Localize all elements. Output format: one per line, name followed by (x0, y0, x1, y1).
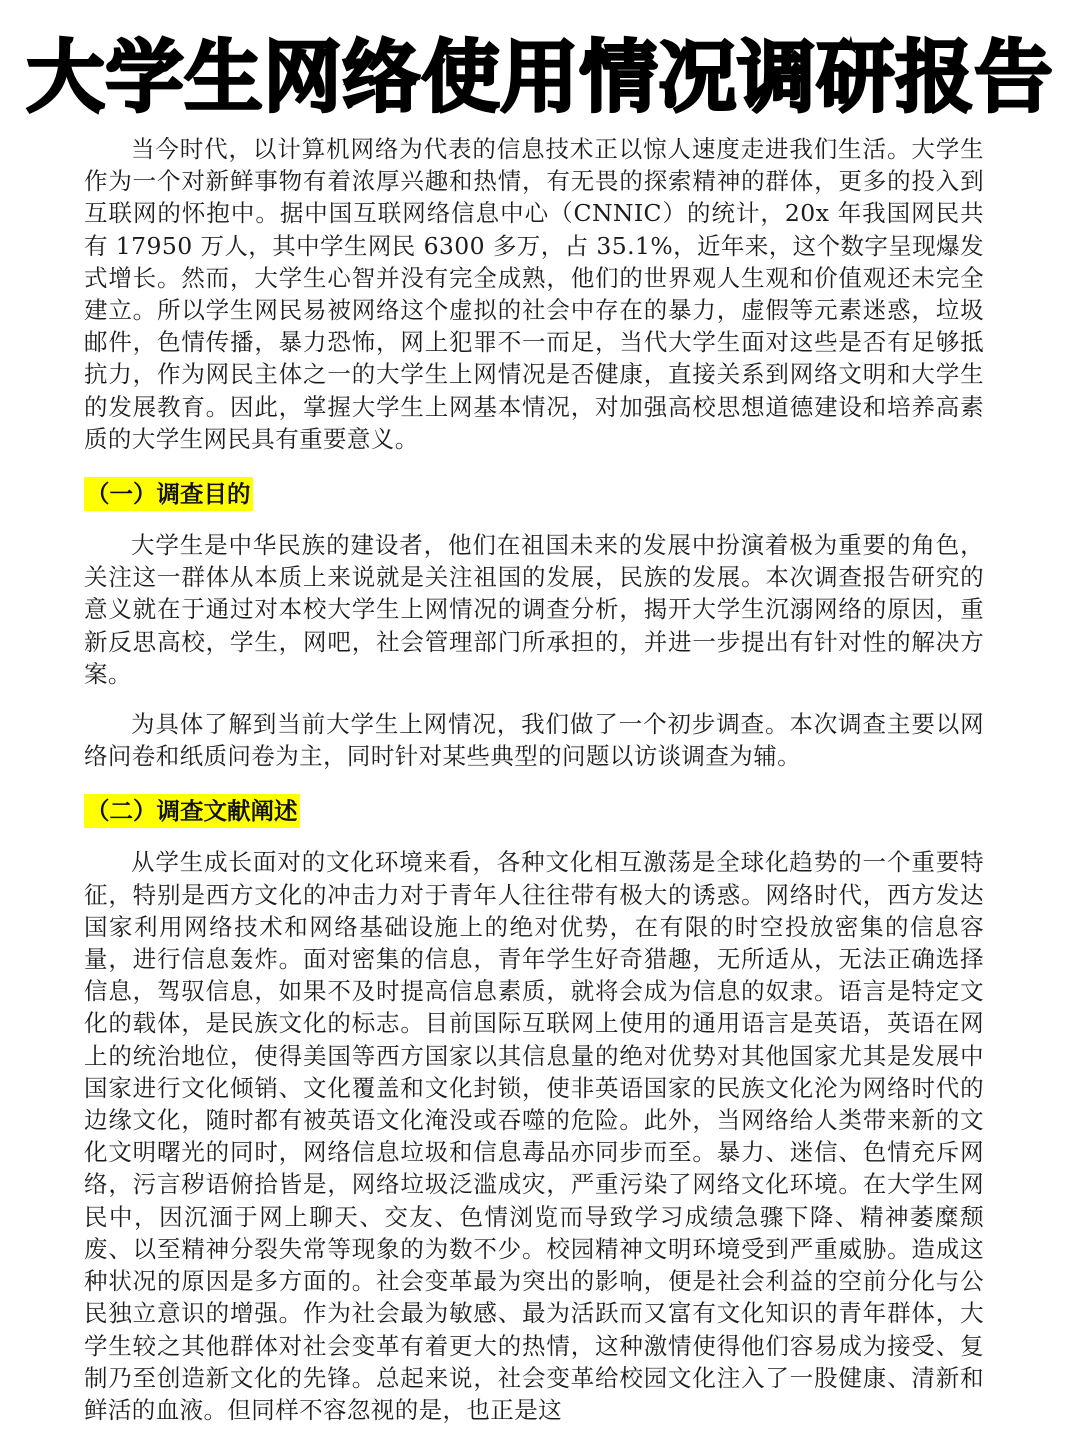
page-title: 大学生网络使用情况调研报告 (26, 33, 1054, 123)
spacer (84, 455, 984, 475)
document-body (84, 133, 984, 1426)
purpose-paragraph-2: 为具体了解到当前大学生上网情况，我们做了一个初步调查。本次调查主要以网络问卷和纸质问卷为主，同时针对某些典型的问题以访谈调查为辅。 (84, 710, 984, 771)
spacer (84, 515, 984, 529)
purpose-paragraph-1: 大学生是中华民族的建设者，他们在祖国未来的发展中扮演着极为重要的角色，关注这一群体从本质上来说就是关注祖国的发展，民族的发展。本次调查报告研究的意义就在于通过对本校大学生上网情况的调查分析，揭开大学生沉溺网络的原因，重新反思高校，学生，网吧，社会管理部门所承担的，并进一步提出有针对性的解决方案。 (84, 531, 984, 688)
spacer (84, 690, 984, 708)
section-heading-purpose: （一）调查目的 (84, 477, 253, 511)
section-heading-row (84, 475, 984, 515)
intro-paragraph: 当今时代，以计算机网络为代表的信息技术正以惊人速度走进我们生活。大学生作为一个对新鲜事物有着浓厚兴趣和热情，有无畏的探索精神的群体，更多的投入到互联网的怀抱中。据中国互联网络信息中心（CNNIC）的统计，20x 年我国网民共有 17950 万人，其中学生网民 6300 多万，占 35.1%，近年来，这个数字呈现爆发式增长。然而，大学生心智并没有完全成熟，他们的世界观人生观和价值观还未完全建立。所以学生网民易被网络这个虚拟的社会中存在的暴力，虚假等元素迷惑，垃圾邮件，色情传播，暴力恐怖，网上犯罪不一而足，当代大学生面对这些是否有足够抵抗力，作为网民主体之一的大学生上网情况是否健康，直接关系到网络文明和大学生的发展教育。因此，掌握大学生上网基本情况，对加强高校思想道德建设和培养高素质的大学生网民具有重要意义。 (84, 135, 984, 453)
literature-paragraph-1: 从学生成长面对的文化环境来看，各种文化相互激荡是全球化趋势的一个重要特征，特别是西方文化的冲击力对于青年人往往带有极大的诱惑。网络时代，西方发达国家利用网络技术和网络基础设施上的绝对优势，在有限的时空投放密集的信息容量，进行信息轰炸。面对密集的信息，青年学生好奇猎趣，无所适从，无法正确选择信息，驾驭信息，如果不及时提高信息素质，就将会成为信息的奴隶。语言是特定文化的载体，是民族文化的标志。目前国际互联网上使用的通用语言是英语，英语在网上的统治地位，使得美国等西方国家以其信息量的绝对优势对其他国家尤其是发展中国家进行文化倾销、文化覆盖和文化封锁，使非英语国家的民族文化沦为网络时代的边缘文化，随时都有被英语文化淹没或吞噬的危险。此外，当网络给人类带来新的文化文明曙光的同时，网络信息垃圾和信息毒品亦同步而至。暴力、迷信、色情充斥网络，污言秽语俯拾皆是，网络垃圾泛滥成灾，严重污染了网络文化环境。在大学生网民中，因沉湎于网上聊天、交友、色情浏览而导致学习成绩急骤下降、精神萎糜颓废、以至精神分裂失常等现象的为数不少。校园精神文明环境受到严重威胁。造成这种状况的原因是多方面的。社会变革最为突出的影响，便是社会利益的空前分化与公民独立意识的增强。作为社会最为敏感、最为活跃而又富有文化知识的青年群体，大学生较之其他群体对社会变革有着更大的热情，这种激情使得他们容易成为接受、复制乃至创造新文化的先锋。总起来说，社会变革给校园文化注入了一股健康、清新和鲜活的血液。但同样不容忽视的是，也正是这 (84, 848, 984, 1424)
section-heading-literature: （二）调查文献阐述 (84, 794, 300, 828)
spacer (84, 772, 984, 792)
spacer (84, 832, 984, 846)
section-heading-row (84, 792, 984, 832)
